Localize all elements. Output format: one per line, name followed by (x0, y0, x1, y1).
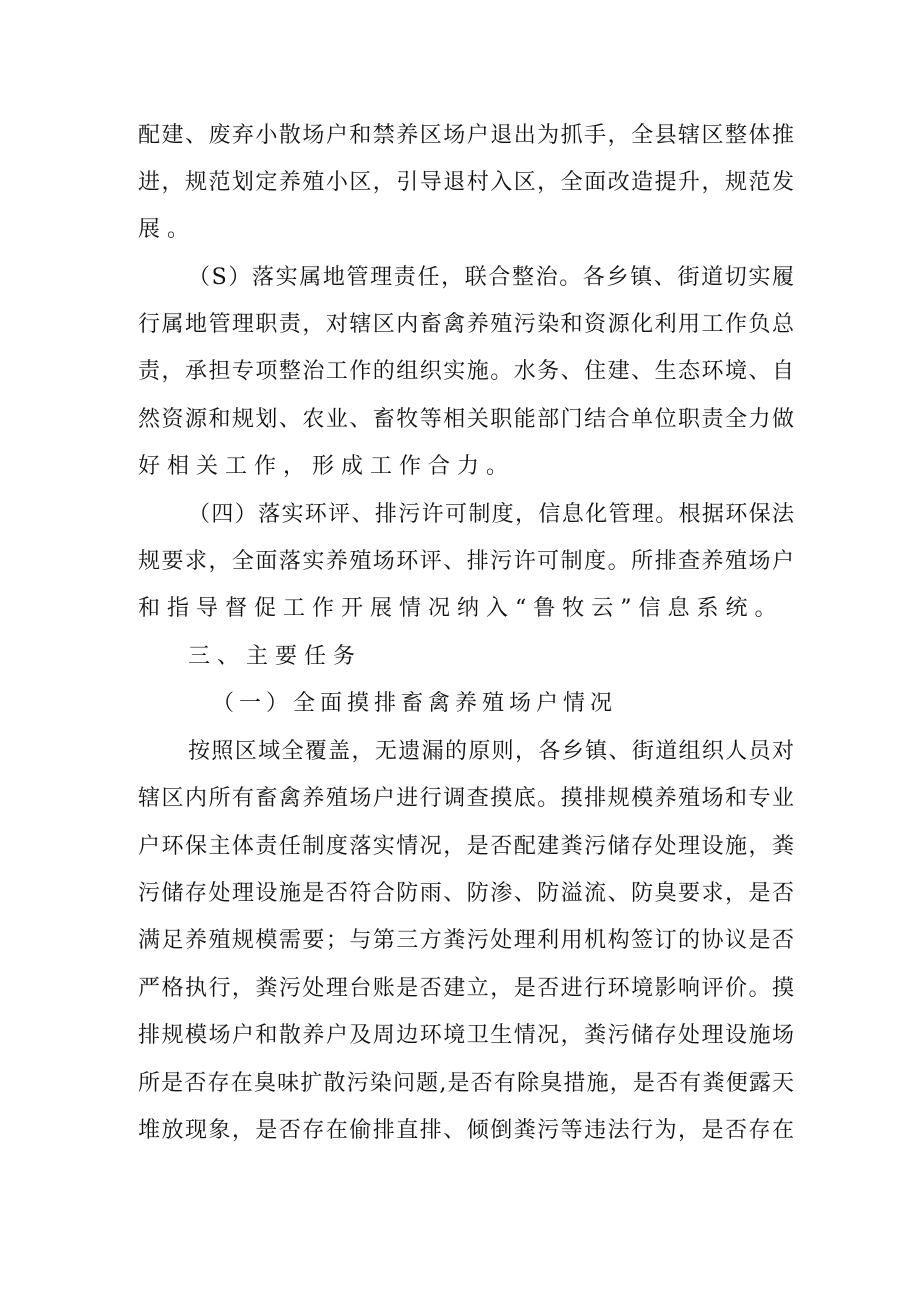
paragraph-line: 进，规范划定养殖小区，引导退村入区，全面改造提升，规范发 (138, 170, 794, 195)
paragraph-line: 好相关工作，形成工作合力。 (138, 454, 516, 479)
paragraph-line: 堆放现象，是否存在偷排直排、倾倒粪污等违法行为，是否存在 (138, 1118, 794, 1143)
paragraph-line: 严格执行，粪污处理台账是否建立，是否进行环境影响评价。摸 (138, 976, 794, 1001)
subsection-heading: （一）全面摸排畜禽养殖场户情况 (212, 691, 618, 716)
section-heading: 三、主要任务 (188, 644, 363, 669)
paragraph-line: 按照区域全覆盖，无遗漏的原则，各乡镇、街道组织人员对 (188, 739, 794, 764)
paragraph-line: 污储存处理设施是否符合防雨、防渗、防溢流、防臭要求，是否 (138, 881, 794, 906)
paragraph-line: 排规模场户和散养户及周边环境卫生情况，粪污储存处理设施场 (138, 1023, 794, 1048)
paragraph-line: 满足养殖规模需要；与第三方粪污处理利用机构签订的协议是否 (138, 928, 794, 953)
paragraph-line: 配建、废弃小散场户和禁养区场户退出为抓手，全县辖区整体推 (138, 123, 794, 148)
paragraph-line: 户环保主体责任制度落实情况，是否配建粪污储存处理设施，粪 (138, 834, 794, 859)
paragraph-line: （S）落实属地管理责任，联合整治。各乡镇、街道切实履 (188, 265, 794, 290)
paragraph-line: 责，承担专项整治工作的组织实施。水务、住建、生态环境、自 (138, 359, 794, 384)
paragraph-line: 然资源和规划、农业、畜牧等相关职能部门结合单位职责全力做 (138, 407, 794, 432)
paragraph-line: 展。 (138, 217, 197, 242)
paragraph-line: 和指导督促工作开展情况纳入“鲁牧云”信息系统。 (138, 596, 784, 621)
paragraph-line: 规要求，全面落实养殖场环评、排污许可制度。所排查养殖场户 (138, 549, 794, 574)
paragraph-line: 行属地管理职责，对辖区内畜禽养殖污染和资源化利用工作负总 (138, 312, 794, 337)
paragraph-line: 所是否存在臭味扩散污染问题,是否有除臭措施，是否有粪便露天 (138, 1071, 794, 1096)
paragraph-line: （四）落实环评、排污许可制度，信息化管理。根据环保法 (188, 502, 794, 527)
paragraph-line: 辖区内所有畜禽养殖场户进行调查摸底。摸排规模养殖场和专业 (138, 786, 794, 811)
